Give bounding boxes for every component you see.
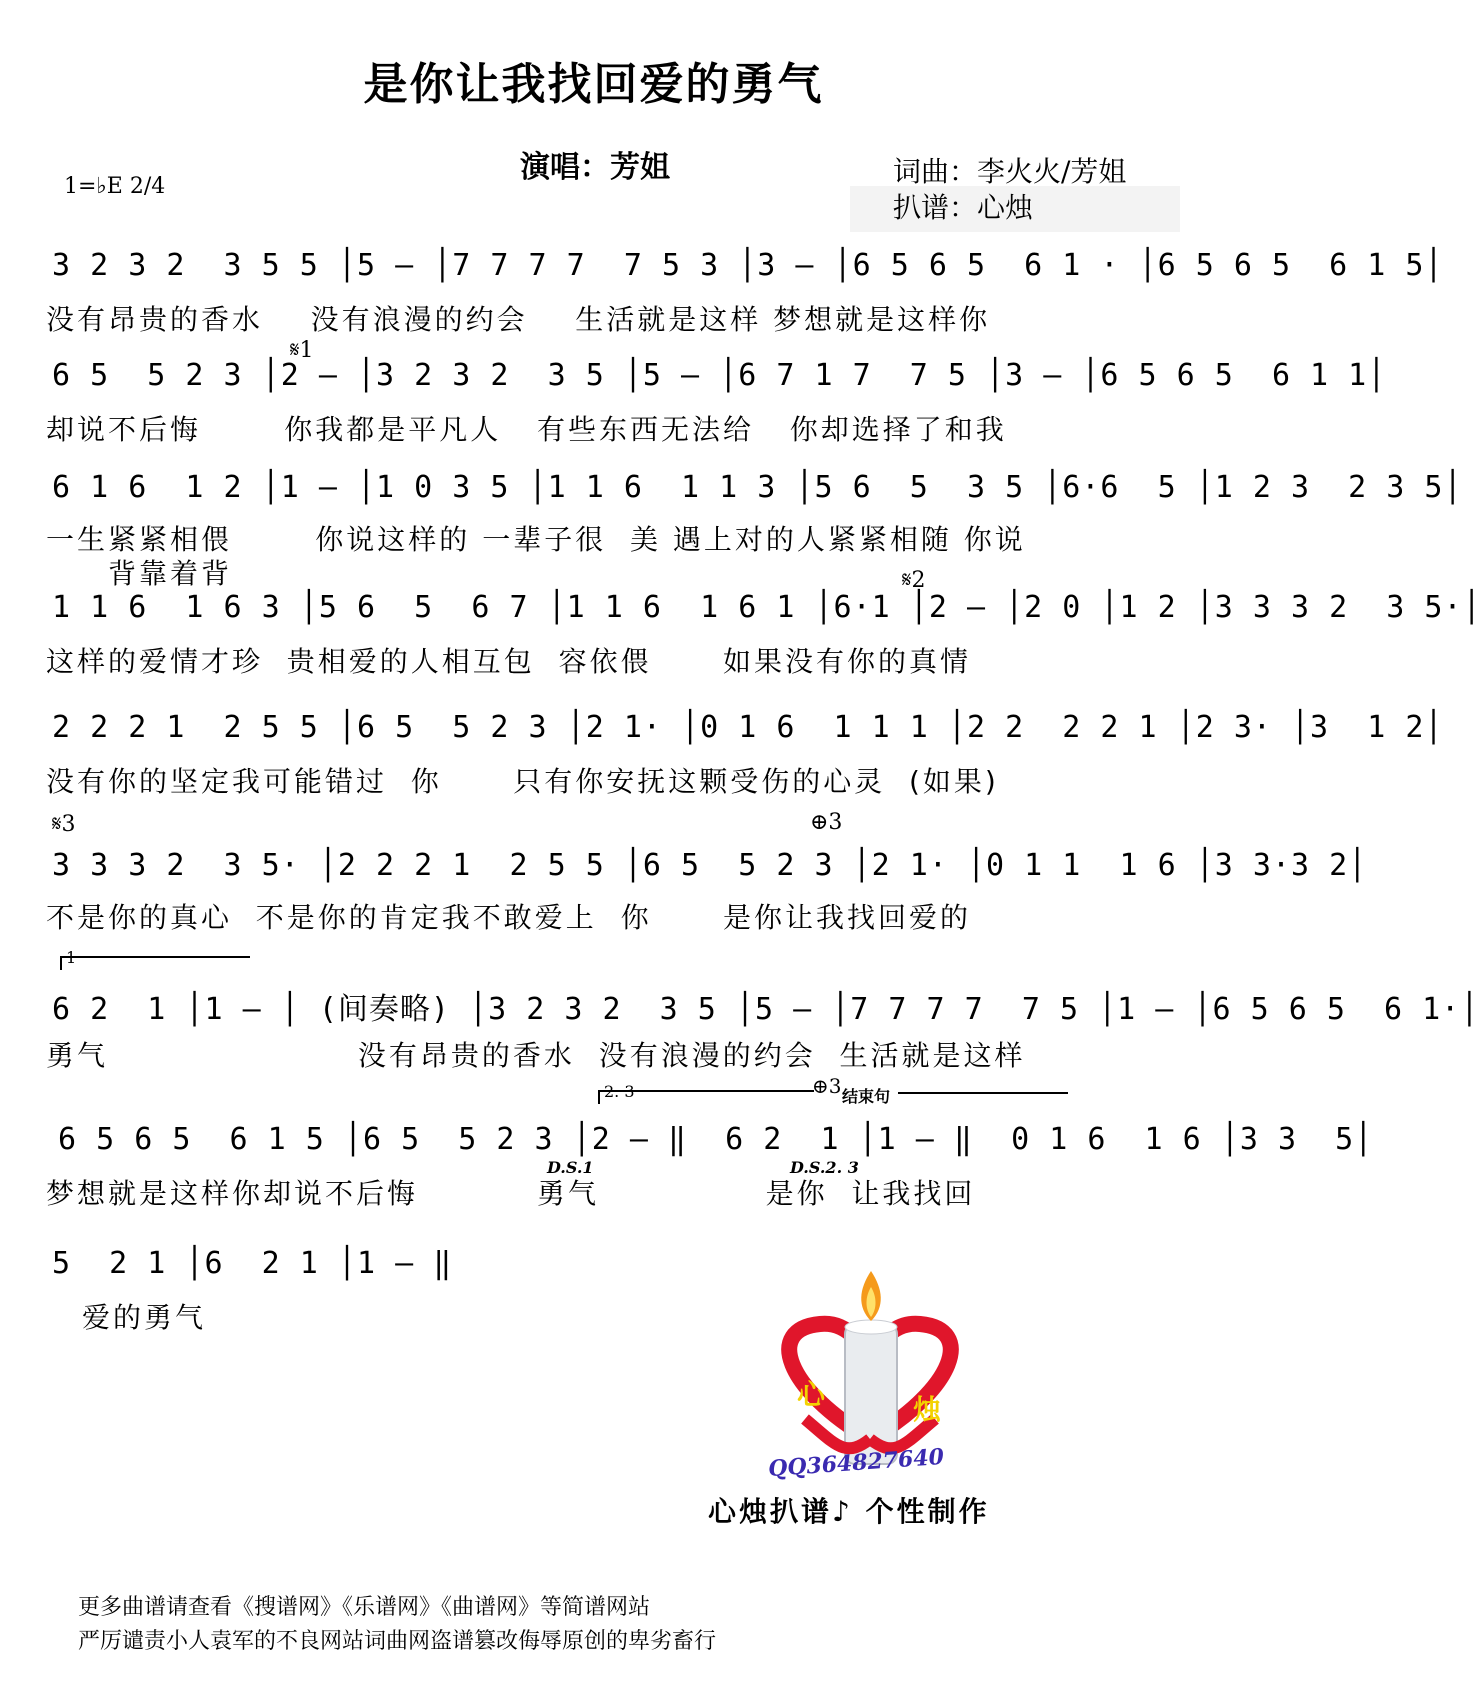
logo-char: 心 [797,1378,826,1411]
lyric-row: 梦想就是这样你却说不后悔 勇气 是你 让我找回 [46,1177,976,1210]
notation-row: 5 2 1 │6 2 1 │1 – ‖ [52,1246,453,1281]
ending-label: 结束句 [842,1087,891,1106]
credit-text: 心烛扒谱♪ 个性制作 [708,1495,990,1528]
qq-number: QQ364827640 [767,1443,945,1483]
volta-number: 2. 3 [604,1082,635,1101]
volta-number: 1 [66,948,77,967]
lyric-row: 没有你的坚定我可能错过 你 只有你安抚这颗受伤的心灵 (如果) [46,765,999,798]
notation-row: 6 5 5 2 3 │2 – │3 2 3 2 3 5 │5 – │6 7 1 7 7 5 │3 – │6 5 6 5 6 1 1│ [52,358,1387,393]
lyric-row-second-verse: 背靠着背 [108,557,233,590]
coda-marker: ⊕3 [810,810,843,835]
lyricist-label: 词曲：李火火/芳姐 [893,155,1127,188]
notation-row: 6 1 6 1 2 │1 – │1 0 3 5 │1 1 6 1 1 3 │5 6 5 3 5 │6·6 5 │1 2 3 2 3 5│ [52,470,1463,505]
footer-line: 更多曲谱请查看《搜谱网》《乐谱网》《曲谱网》等简谱网站 [78,1595,651,1620]
key-signature: 1=♭E 2/4 [64,174,166,199]
lyric-row: 一生紧紧相偎 你说这样的 一辈子很 美 遇上对的人紧紧相随 你说 [46,523,1026,556]
footer-line: 严厉谴责小人袁军的不良网站词曲网盗谱篡改侮辱原创的卑劣畜行 [78,1629,717,1654]
volta-bracket [60,956,250,958]
notation-row: 3 2 3 2 3 5 5 │5 – │7 7 7 7 7 5 3 │3 – │6 5 6 5 6 1 · │6 5 6 5 6 1 5│ [52,248,1444,283]
lyric-row: 勇气 没有昂贵的香水 没有浪漫的约会 生活就是这样 [46,1039,1026,1072]
segno-marker: 𝄋2 [902,568,926,593]
notation-row: 3 3 3 2 3 5· │2 2 2 1 2 5 5 │6 5 5 2 3 │2 1· │0 1 1 1 6 │3 3·3 2│ [52,848,1368,883]
lyric-row: 不是你的真心 不是你的肯定我不敢爱上 你 是你让我找回爱的 [46,901,972,934]
lyric-row: 这样的爱情才珍 贵相爱的人相互包 容依偎 如果没有你的真情 [46,645,972,678]
logo-char: 烛 [913,1393,942,1426]
coda-marker: ⊕3 [812,1074,842,1098]
song-title: 是你让我找回爱的勇气 [363,59,824,110]
ending-bracket [898,1092,1068,1094]
lyric-row: 爱的勇气 [82,1301,207,1334]
singer-label: 演唱：芳姐 [520,150,670,185]
notation-row: 6 5 6 5 6 1 5 │6 5 5 2 3 │2 – ‖ 6 2 1 │1 – ‖ 0 1 6 1 6 │3 3 5│ [58,1122,1374,1157]
lyric-row: 没有昂贵的香水 没有浪漫的约会 生活就是这样 梦想就是这样你 [46,303,991,336]
candle-logo [735,1250,985,1483]
ds1-mark: D.S.1 [547,1158,594,1177]
notation-row: 1 1 6 1 6 3 │5 6 5 6 7 │1 1 6 1 6 1 │6·1 │2 – │2 0 │1 2 │3 3 3 2 3 5·│ [52,590,1482,625]
lyric-row: 却说不后悔 你我都是平凡人 有些东西无法给 你却选择了和我 [46,413,1007,446]
notation-row: 2 2 2 1 2 5 5 │6 5 5 2 3 │2 1· │0 1 6 1 1 1 │2 2 2 2 1 │2 3· │3 1 2│ [52,710,1444,745]
segno-marker: 𝄋1 [290,338,314,363]
volta-bracket-edge [598,1090,600,1104]
segno-marker: 𝄋3 [52,812,76,837]
ds23-mark: D.S.2. 3 [790,1158,859,1177]
volta-bracket-edge [60,956,62,970]
notation-row: 6 2 1 │1 – │ (间奏略) │3 2 3 2 3 5 │5 – │7 7 7 7 7 5 │1 – │6 5 6 5 6 1·│ [52,992,1480,1027]
transcriber-label: 扒谱：心烛 [893,191,1034,224]
